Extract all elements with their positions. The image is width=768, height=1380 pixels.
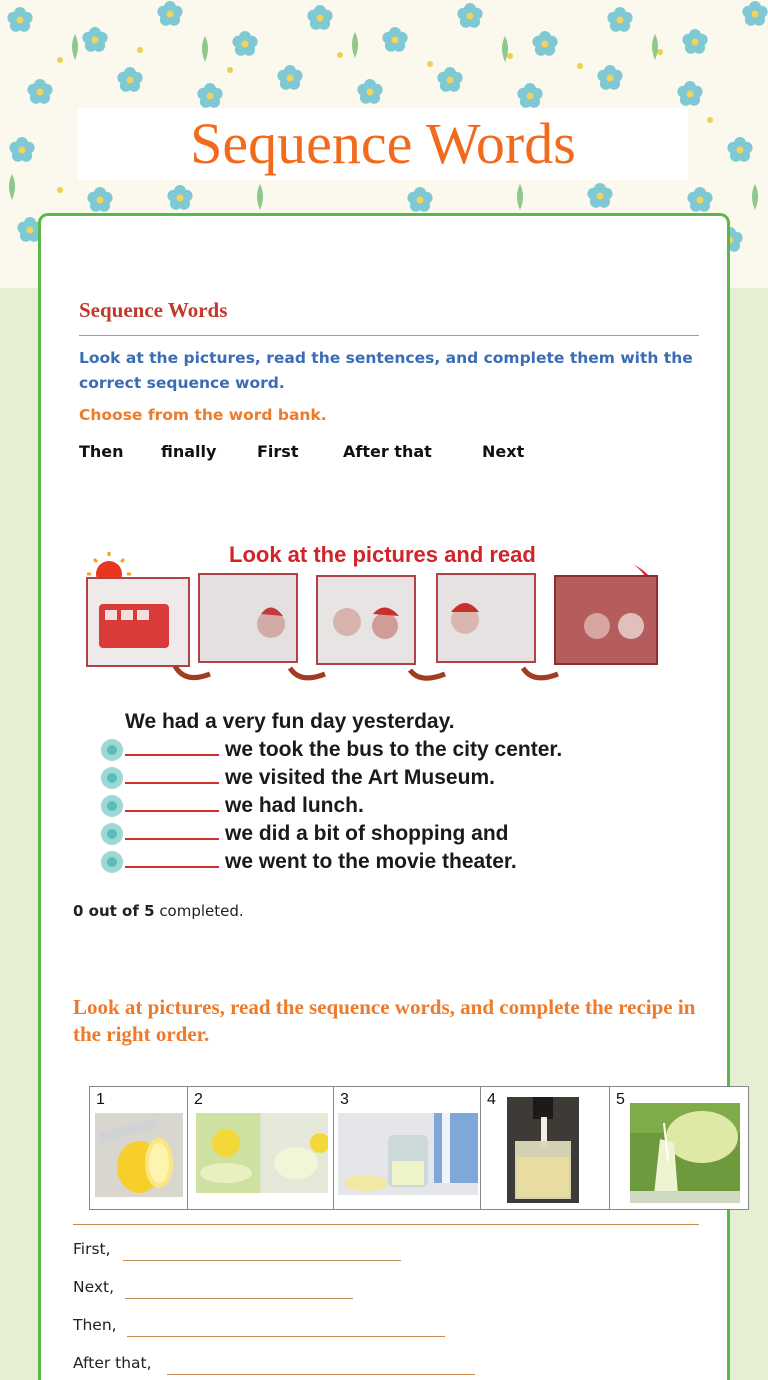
story-sentence: we had lunch. [225, 794, 364, 817]
answer-line-next[interactable] [125, 1298, 353, 1299]
lemon-knife-image [95, 1113, 183, 1197]
story-sentence: we visited the Art Museum. [225, 766, 495, 789]
prompt-label: First, [73, 1240, 111, 1258]
bullet-icon [101, 739, 123, 761]
picture-number: 4 [487, 1091, 496, 1108]
instructions: Look at the pictures, read the sentences, and complete them with the correct sequence word. [79, 349, 693, 392]
picture-number: 2 [194, 1091, 203, 1108]
picture-number: 5 [616, 1091, 625, 1108]
lemonade-glass-image [630, 1103, 740, 1203]
section-divider [73, 1224, 699, 1225]
sequence-arrows [175, 666, 558, 678]
story-line-3 [101, 792, 562, 820]
progress-suffix: completed. [159, 902, 244, 920]
picture-cell-4 [481, 1087, 610, 1209]
picture-cell-3 [334, 1087, 481, 1209]
prompt-next [73, 1278, 114, 1296]
story-sentence: we took the bus to the city center. [225, 738, 563, 761]
story-illustration [85, 534, 665, 684]
section-title: Sequence Words [79, 298, 699, 336]
story-line-2 [101, 764, 562, 792]
story-heading: Look at the pictures and read [229, 542, 536, 567]
picture-cell-5 [610, 1087, 748, 1209]
prompt-after-that [73, 1354, 152, 1372]
word-bank-finally[interactable]: finally [161, 442, 217, 461]
story-sentence: we did a bit of shopping and [225, 822, 509, 845]
word-bank-label: Choose from the word bank. [79, 406, 327, 424]
story-intro: We had a very fun day yesterday. [125, 710, 455, 733]
bullet-icon [101, 767, 123, 789]
word-bank-first[interactable]: First [257, 442, 299, 461]
progress-status [73, 902, 244, 920]
word-bank-after-that[interactable]: After that [343, 442, 432, 461]
answer-line-after-that[interactable] [167, 1374, 475, 1375]
prompt-label: Next, [73, 1278, 115, 1296]
prompt-first [73, 1240, 111, 1258]
story-line-1 [101, 736, 562, 764]
bullet-icon [101, 851, 123, 873]
recipe-picture-table [89, 1086, 749, 1210]
sugar-mix-image [507, 1097, 579, 1203]
answer-blank-2[interactable] [125, 766, 219, 784]
story-line-5 [101, 848, 562, 876]
progress-count: 0 out of 5 [73, 902, 155, 920]
worksheet-card [38, 213, 730, 1380]
juicing-lemons-image [196, 1113, 328, 1193]
answer-blank-1[interactable] [125, 738, 219, 756]
page-title: Sequence Words [190, 111, 576, 176]
prompt-label: Then, [73, 1316, 117, 1334]
story-text [101, 708, 562, 876]
answer-blank-3[interactable] [125, 794, 219, 812]
title-box [78, 108, 688, 180]
word-bank-next[interactable]: Next [482, 442, 525, 461]
pouring-juice-image [338, 1113, 478, 1195]
picture-number: 3 [340, 1091, 349, 1108]
story-line-4 [101, 820, 562, 848]
bullet-icon [101, 795, 123, 817]
word-bank-then[interactable]: Then [79, 442, 124, 461]
bullet-icon [101, 823, 123, 845]
picture-cell-2 [188, 1087, 334, 1209]
recipe-section-title: Look at pictures, read the sequence words, and complete the recipe in the right order. [73, 995, 696, 1046]
answer-blank-4[interactable] [125, 822, 219, 840]
picture-number: 1 [96, 1091, 105, 1108]
answer-line-first[interactable] [123, 1260, 401, 1261]
picture-cell-1 [90, 1087, 188, 1209]
story-panels [87, 574, 657, 666]
story-sentence: we went to the movie theater. [225, 850, 517, 873]
prompt-then [73, 1316, 117, 1334]
answer-line-then[interactable] [127, 1336, 445, 1337]
answer-blank-5[interactable] [125, 850, 219, 868]
prompt-label: After that, [73, 1354, 152, 1372]
